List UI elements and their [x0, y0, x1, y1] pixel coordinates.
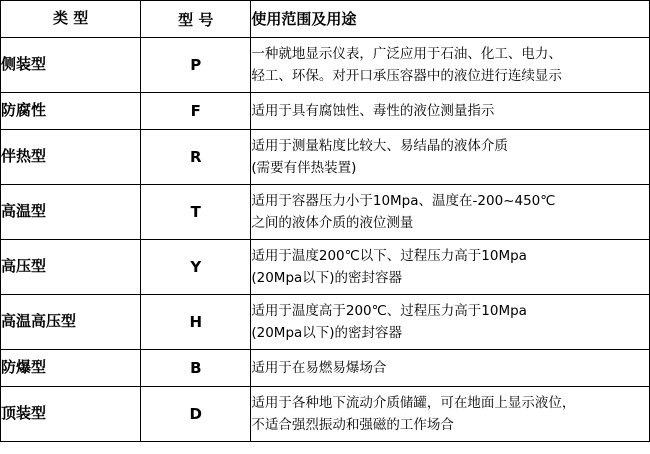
description-line: 适用于具有腐蚀性、毒性的液位测量指示: [251, 102, 495, 119]
description-line: (20Mpa以下)的密封容器: [251, 270, 403, 286]
description-line: 适用于各种地下流动介质储罐，可在地面上显示液位，: [251, 394, 576, 411]
table-row: [1, 130, 650, 185]
cell-type: 顶装型: [1, 387, 141, 442]
cell-model: T: [141, 185, 251, 240]
table-body: [1, 1, 650, 442]
description-line: 之间的液体介质的液位测量: [251, 215, 414, 231]
table-row: [1, 295, 650, 350]
header-cell-model: 型 号: [141, 1, 251, 38]
description-line: 轻工、环保。对开口承压容器中的液位进行连续显示: [251, 68, 562, 84]
table-row: [1, 240, 650, 295]
cell-type: 高压型: [1, 240, 141, 295]
cell-model: Y: [141, 240, 251, 295]
cell-description: [251, 295, 650, 350]
cell-description: [251, 93, 650, 130]
cell-type: 防爆型: [1, 350, 141, 387]
description-line: 适用于温度200℃以下、过程压力高于10Mpa: [251, 247, 527, 264]
description-line: 适用于测量粘度比较大、易结晶的液体介质: [251, 137, 508, 154]
cell-model: B: [141, 350, 251, 387]
cell-model: R: [141, 130, 251, 185]
table-row: [1, 185, 650, 240]
description-line: 一种就地显示仪表，广泛应用于石油、化工、电力、: [251, 45, 562, 62]
cell-type: 高温高压型: [1, 295, 141, 350]
cell-type: 高温型: [1, 185, 141, 240]
header-cell-type: 类 型: [1, 1, 141, 38]
table-row: [1, 38, 650, 93]
cell-description: [251, 130, 650, 185]
cell-description: [251, 38, 650, 93]
table-row: [1, 350, 650, 387]
cell-model: P: [141, 38, 251, 93]
cell-description: [251, 185, 650, 240]
header-cell-desc: 使用范围及用途: [251, 1, 650, 38]
description-line: 不适合强烈振动和强磁的工作场合: [251, 417, 454, 433]
description-line: 适用于温度高于200℃、过程压力高于10Mpa: [251, 302, 527, 319]
cell-description: [251, 387, 650, 442]
cell-description: [251, 240, 650, 295]
cell-type: 伴热型: [1, 130, 141, 185]
table-header-row: [1, 1, 650, 38]
description-line: (20Mpa以下)的密封容器: [251, 325, 403, 341]
cell-model: F: [141, 93, 251, 130]
cell-description: [251, 350, 650, 387]
description-line: 适用于容器压力小于10Mpa、温度在-200~450℃: [251, 192, 556, 209]
cell-model: D: [141, 387, 251, 442]
description-line: 适用于在易燃易爆场合: [251, 359, 387, 376]
table-row: [1, 93, 650, 130]
cell-model: H: [141, 295, 251, 350]
cell-type: 防腐性: [1, 93, 141, 130]
description-line: (需要有伴热装置): [251, 160, 357, 176]
cell-type: 侧装型: [1, 38, 141, 93]
table-row: [1, 387, 650, 442]
